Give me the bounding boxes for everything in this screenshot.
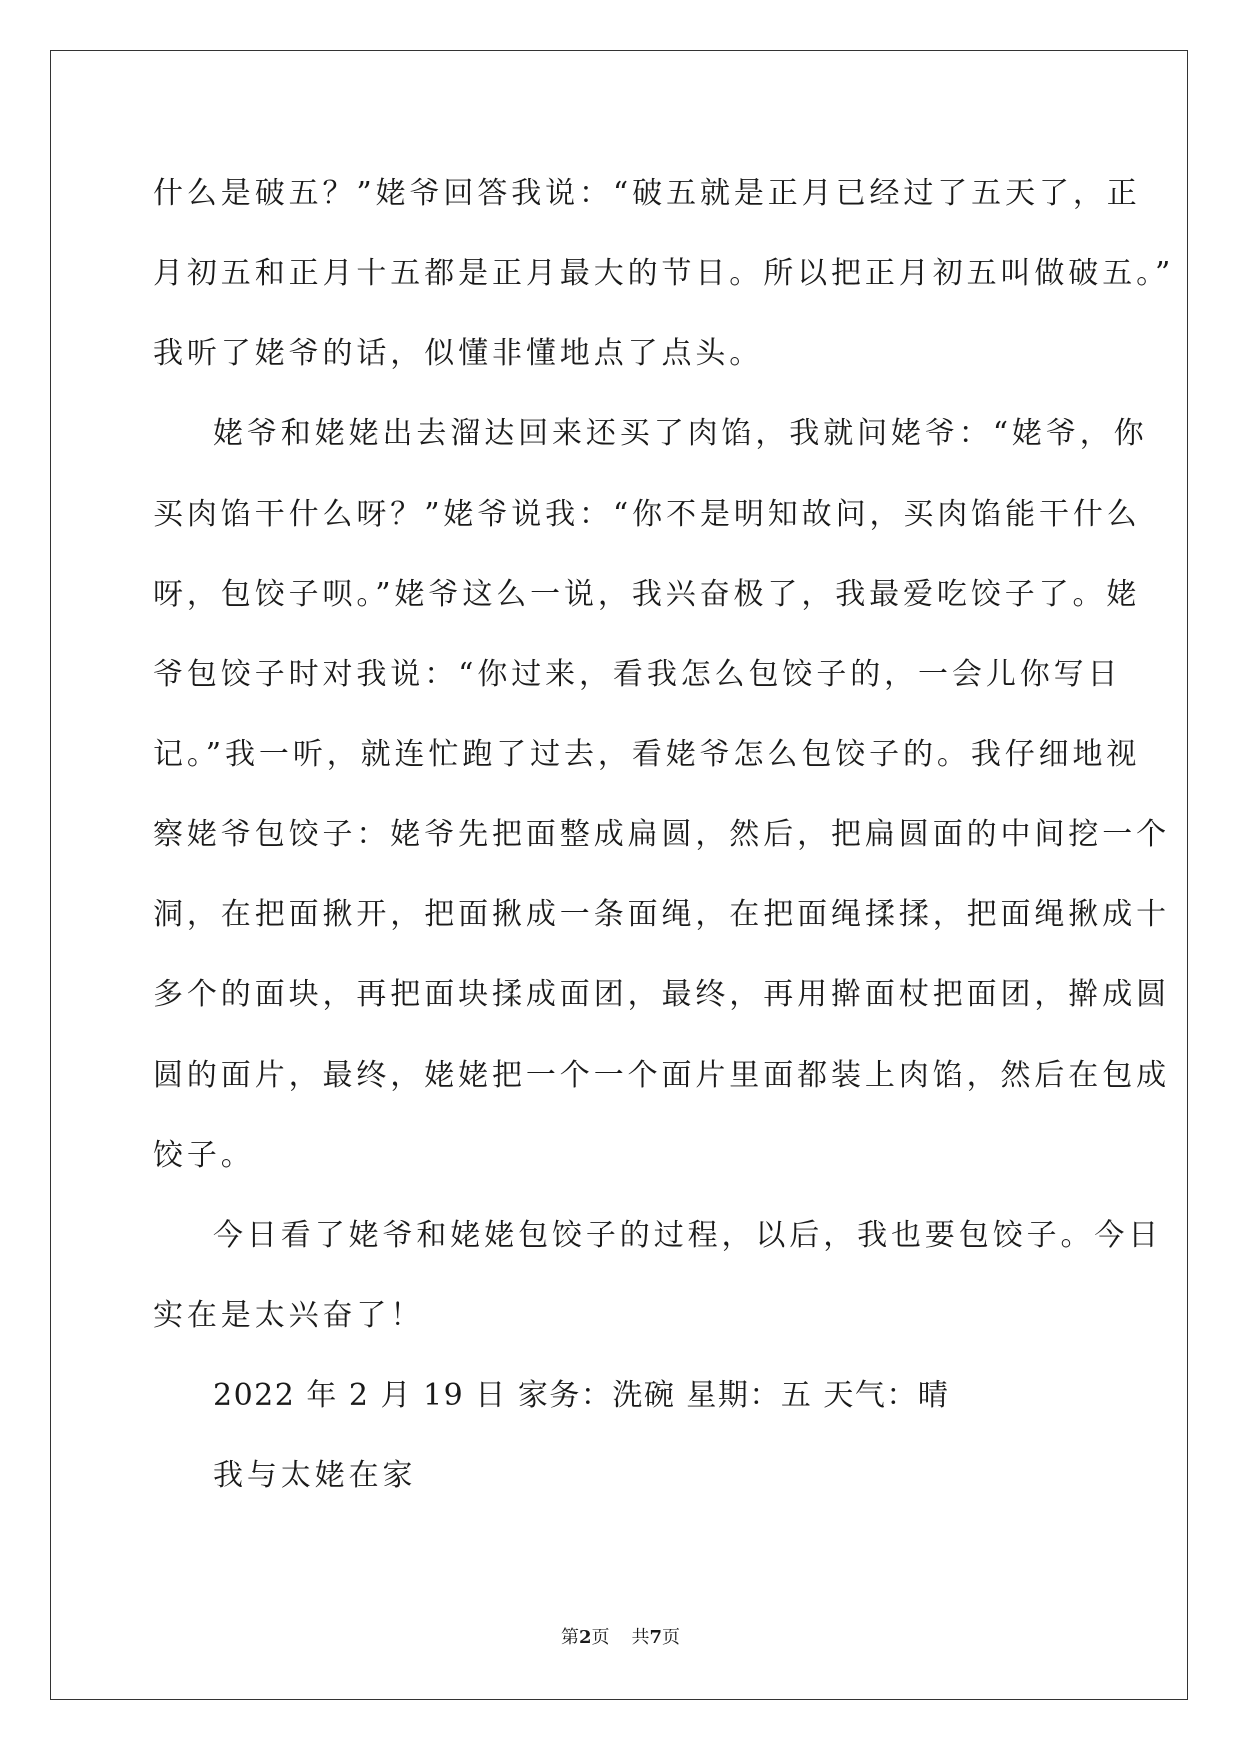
diary-title-line: 我与太姥在家 [213, 1458, 417, 1493]
page-border [50, 50, 1188, 1700]
footer-page-total: 7 [649, 1627, 663, 1648]
body-line: 什么是破五？”姥爷回答我说：“破五就是正月已经过了五天了，正 [153, 176, 1141, 211]
body-line: 饺子。 [153, 1138, 255, 1173]
body-line: 爷包饺子时对我说：“你过来，看我怎么包饺子的，一会儿你写日 [153, 657, 1122, 692]
body-line: 买肉馅干什么呀？”姥爷说我：“你不是明知故问，买肉馅能干什么 [153, 497, 1141, 532]
footer-page-current: 2 [578, 1627, 592, 1648]
body-line: 记。”我一听，就连忙跑了过去，看姥爷怎么包饺子的。我仔细地视 [153, 737, 1141, 772]
page-footer [0, 1626, 1241, 1650]
footer-page-prefix: 第 [560, 1627, 579, 1648]
body-line: 我听了姥爷的话，似懂非懂地点了点头。 [153, 336, 764, 371]
body-line: 圆的面片，最终，姥姥把一个一个面片里面都装上肉馅，然后在包成 [153, 1058, 1170, 1093]
body-line: 察姥爷包饺子：姥爷先把面整成扁圆，然后，把扁圆面的中间挖一个 [153, 817, 1170, 852]
footer-page-suffix: 页 [591, 1627, 610, 1648]
footer-total-suffix: 页 [662, 1627, 681, 1648]
footer-total-prefix: 共 [631, 1627, 650, 1648]
body-line: 姥爷和姥姥出去溜达回来还买了肉馅，我就问姥爷：“姥爷，你 [213, 416, 1148, 451]
body-line: 呀，包饺子呗。”姥爷这么一说，我兴奋极了，我最爱吃饺子了。姥 [153, 577, 1141, 612]
diary-header-line: 2022 年 2 月 19 日 家务：洗碗 星期：五 天气：晴 [213, 1378, 950, 1413]
body-line: 洞，在把面揪开，把面揪成一条面绳，在把面绳揉揉，把面绳揪成十 [153, 897, 1170, 932]
body-line: 多个的面块，再把面块揉成面团，最终，再用擀面杖把面团，擀成圆 [153, 977, 1170, 1012]
body-line: 今日看了姥爷和姥姥包饺子的过程，以后，我也要包饺子。今日 [213, 1218, 1163, 1253]
body-line: 实在是太兴奋了！ [153, 1298, 425, 1333]
body-line: 月初五和正月十五都是正月最大的节日。所以把正月初五叫做破五。” [153, 256, 1175, 291]
